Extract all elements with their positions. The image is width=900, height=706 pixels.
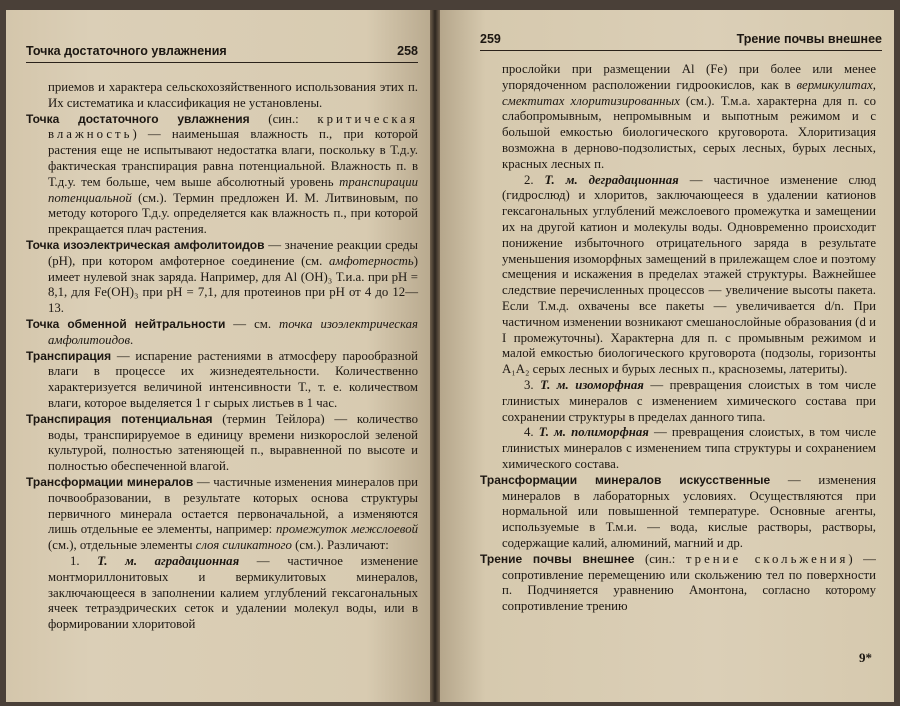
right-page-body [480,62,876,615]
entry-term: Транспирация потенциальная [26,411,213,426]
header-rule [26,62,418,63]
dictionary-entry: Трение почвы внешнее (син.: трение скольжения) — сопротивление перемещению или скольжению тел по поверхности п. Подчиняется уравнению Амонтона, согласно которому сопротивление трению [480,551,876,614]
dictionary-entry: Транспирация потенциальная (термин Тейлора) — количество воды, транспирируемое в единицу времени низкорослой зеленой культурой, полностью затеняющей п., выравненной по высоте и полностью обеспеченной влагой. [26,411,419,474]
running-head: Точка достаточного увлажнения [26,44,227,58]
right-page [440,10,894,702]
running-head: Трение почвы внешнее [736,32,882,46]
page-number: 258 [397,44,418,58]
sub-entry-term: Т. м. полиморфная [538,425,649,440]
header-rule [480,50,882,51]
book-gutter [430,10,440,702]
sub-entry: 4. Т. м. полиморфная — превращения слоистых, в том числе глинистых минералов с изменением типа структуры и сохранением химического состава. [502,425,877,471]
dictionary-entry: Транспирация — испарение растениями в атмосферу парообразной влаги в процессе их жизнедеятельности. Количественно характеризуется величиной интенсивности Т., т. е. количеством влаги, которое выделяется 1 г сырых листьев в 1 час. [26,348,418,410]
sub-entry: 2. Т. м. деградационная — частичное изменение слюд (гидрослюд) и хлоритов, заключающееся в удалении катионов гексагональных углублений межслоевого промежутка и замещении их на другой катион и молекулы воды. Одновременно происходит понижение избыточного отрицательного заряда в результате уменьшения изоморфных замещений в прилежащем слое и поэтому смещения и искажения в пределах этажей структуры. Важнейшее следствие перечисленных процессов — увеличение высоты пакета. Если Т.м.д. охвачены все пакеты — увеличивается d/n. При частичном изменении возникают смешанослойные образования (d и I промежуточны). Характерна для п. с промывным режимом и малой емкостью биологического круговорота (подзолы, горизонты A₁A₂ серых лесных и бурых лесных п., красноземы, латериты). [502,172,876,377]
entry-term: Точка изоэлектрическая амфолитоидов [26,237,265,252]
entry-term: Трение почвы внешнее [480,551,635,566]
entry-term: Транспирация [26,348,112,363]
continued-paragraph: прослойки при размещении Al (Fe) при более или менее упорядоченном расположении гидроокислов, как в вермикулитах, смектитах хлоритизированных (см.). Т.м.а. характерна для п. со слабопромывным, непромывным и выпотным режимом и с большой емкостью биологического круговорота. Хлоритизация возможна в дерново-подзолистых, серых лесных, бурых лесных, красных лесных п. [502,62,876,171]
sub-entry-term: Т. м. изоморфная [540,377,644,392]
left-page-body [26,80,418,633]
entry-term: Точка обменной нейтральности [26,316,226,331]
dictionary-entry: Точка достаточного увлажнения (син.: критическая влажность) — наименьшая влажность п., при которой растения еще не испытывают недостатка влаги, поскольку в Т.д.у. фактическая транспирация равна потенциальной. Влажность п. в Т.д.у. тем больше, чем выше абсолютный уровень транспирации потенциальной (см.). Термин предложен И. М. Литвиновым, по методу которого Т.д.у. определяется как влажность п., при которой прекращается плач растения. [26,111,418,237]
dictionary-entry: Трансформации минералов искусственные — изменения минералов в лабораторных условиях. Осуществляются при нормальной или повышенной температуре. Основные агенты, используемые в Т.м.и. — вода, кислые растворы, растворы, содержащие калий, алюминий, магний и др. [480,472,876,550]
sub-entry-term: Т. м. аградационная [97,553,240,568]
signature-mark: 9* [859,650,872,665]
continued-paragraph: приемов и характера сельскохозяйственного использования этих п. Их систематика и классификация не установлены. [48,80,418,110]
dictionary-entry: Точка изоэлектрическая амфолитоидов — значение реакции среды (pH), при котором амфотерное соединение (см. амфотерность) имеет нулевой знак заряда. Например, для Al (OH)₃ Т.и.а. при pH = 8,1, для Fe(OH)₃ при pH = 7,1, для протеинов при pH от 4 до 12—13. [26,237,418,316]
sub-entry: 3. Т. м. изоморфная — превращения слоистых в том числе глинистых минералов с изменением химического состава при сохранении структуры в пределах данного типа. [502,377,876,424]
entry-term: Трансформации минералов [26,474,194,489]
dictionary-entry: Точка обменной нейтральности — см. точка изоэлектрическая амфолитоидов. [26,316,418,347]
dictionary-entry: Трансформации минералов — частичные изменения минералов при почвообразовании, в результате которых основа структуры первичного минерала остается первоначальной, а изменяются лишь отдельные ее элементы, например: промежуток межслоевой (см.), отдельные элементы слоя силикатного (см.). Различают: [26,474,418,553]
entry-term: Точка достаточного увлажнения [26,111,250,126]
left-page [6,10,430,702]
sub-entry: 1. Т. м. аградационная — частичное изменение монтмориллонитовых и вермикулитовых минералов, заключающееся в заполнении калием углублений гексагональных ячеек тетраэдрических сеток и удалении молекул воды, или в формировании хлоритовой [48,553,419,632]
sub-entry-term: Т. м. деградационная [544,172,679,187]
entry-term: Трансформации минералов искусственные [480,472,771,487]
page-number: 259 [480,32,501,46]
